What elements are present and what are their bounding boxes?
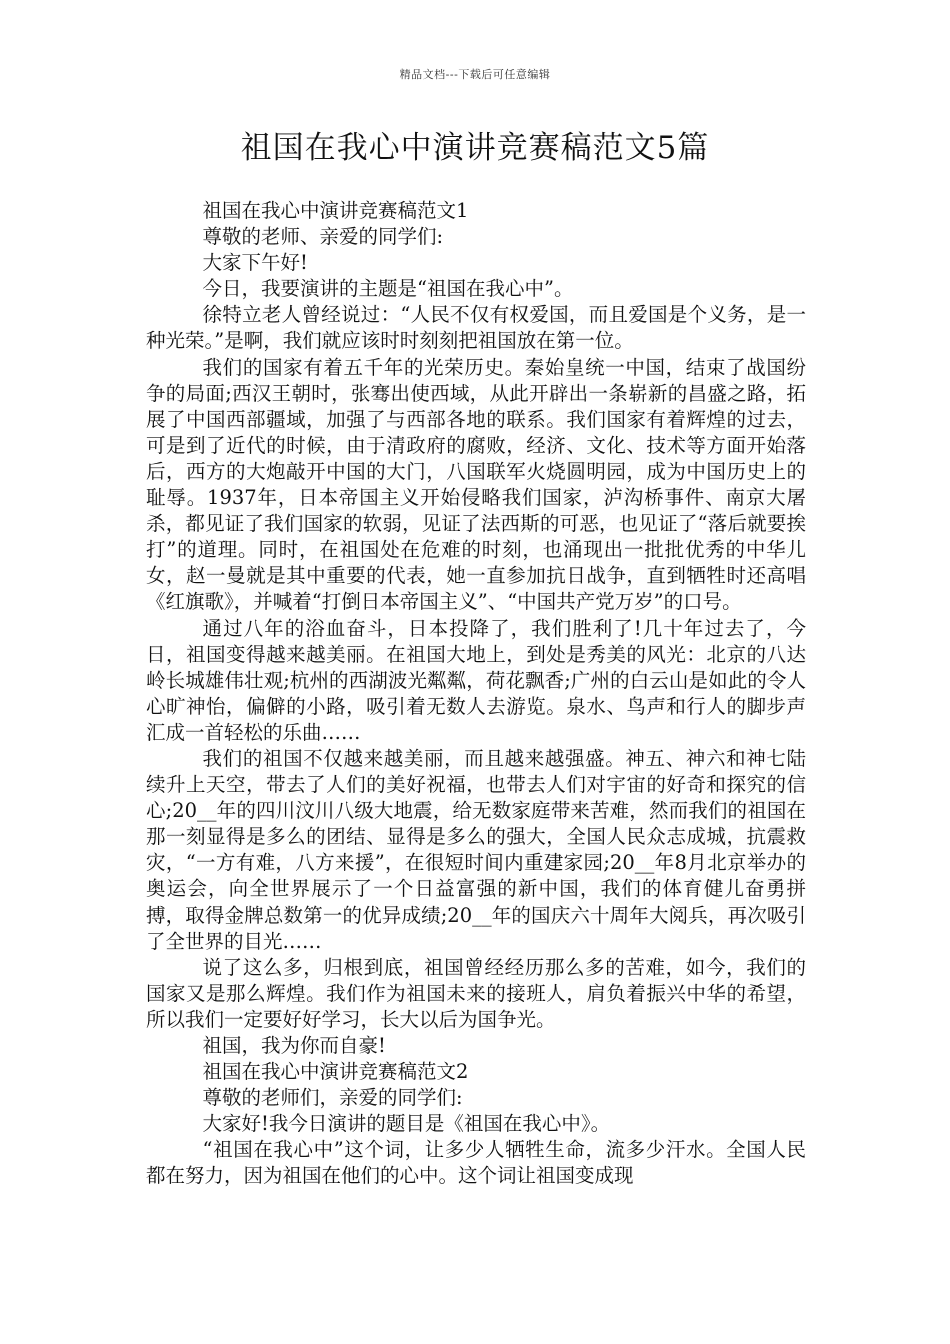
paragraph-prosperity: 我们的祖国不仅越来越美丽，而且越来越强盛。神五、神六和神七陆续升上天空，带去了人们的美好祝福，也带去人们对宇宙的好奇和探究的信心;20__年的四川汶川八级大地震，给无数家庭带来苦难，然而我们的祖国在那一刻显得是多么的团结、显得是多么的强大，全国人民众志成城，抗震救灾，“一方有难，八方来援”，在很短时间内重建家园;20__年8月北京举办的奥运会，向全世界展示了一个日益富强的新中国，我们的体育健儿奋勇拼搏，取得金牌总数第一的优异成绩;20__年的国庆六十周年大阅兵，再次吸引了全世界的目光…… [146,746,806,953]
paragraph-conclusion: 说了这么多，归根到底，祖国曾经经历那么多的苦难，如今，我们的国家又是那么辉煌。我们作为祖国未来的接班人，肩负着振兴中华的希望，所以我们一定要好好学习，长大以后为国争光。 [146,955,806,1031]
paragraph-essay2-opening: “祖国在我心中”这个词，让多少人牺牲生命，流多少汗水。全国人民都在努力，因为祖国在他们的心中。这个词让祖国变成现 [146,1138,806,1188]
header-note: 精品文档---下载后可任意编辑 [399,68,551,81]
paragraph-greeting-2: 尊敬的老师们，亲爱的同学们: [202,1086,463,1110]
paragraph-topic: 今日，我要演讲的主题是“祖国在我心中”。 [202,277,574,301]
document-body [146,198,806,1190]
paragraph-speech-title: 大家好!我今日演讲的题目是《祖国在我心中》。 [202,1112,611,1136]
paragraph-victory: 通过八年的浴血奋斗，日本投降了，我们胜利了!几十年过去了，今日，祖国变得越来越美丽。在祖国大地上，到处是秀美的风光：北京的八达岭长城雄伟壮观;杭州的西湖波光粼粼，荷花飘香;广州的白云山是如此的令人心旷神怡，偏僻的小路，吸引着无数人去游览。泉水、鸟声和行人的脚步声汇成一首轻松的乐曲…… [146,616,806,744]
paragraph-greeting: 尊敬的老师、亲爱的同学们: [202,225,444,249]
paragraph-quote: 徐特立老人曾经说过：“人民不仅有权爱国，而且爱国是个义务，是一种光荣。”是啊，我们就应该时时刻刻把祖国放在第一位。 [146,303,806,353]
document-title: 祖国在我心中演讲竞赛稿范文5篇 [240,130,710,166]
paragraph-history: 我们的国家有着五千年的光荣历史。秦始皇统一中国，结束了战国纷争的局面;西汉王朝时，张骞出使西域，从此开辟出一条崭新的昌盛之路，拓展了中国西部疆域，加强了与西部各地的联系。我们国家有着辉煌的过去，可是到了近代的时候，由于清政府的腐败，经济、文化、技术等方面开始落后，西方的大炮敲开中国的大门，八国联军火烧圆明园，成为中国历史上的耻辱。1937年，日本帝国主义开始侵略我们国家，泸沟桥事件、南京大屠杀，都见证了我们国家的软弱，见证了法西斯的可恶，也见证了“落后就要挨打”的道理。同时，在祖国处在危难的时刻，也涌现出一批批优秀的中华儿女，赵一曼就是其中重要的代表，她一直参加抗日战争，直到牺牲时还高唱《红旗歌》，并喊着“打倒日本帝国主义”、“中国共产党万岁”的口号。 [146,355,806,614]
paragraph-pride: 祖国，我为你而自豪! [202,1034,386,1057]
paragraph-essay2-heading: 祖国在我心中演讲竞赛稿范文2 [202,1060,469,1084]
paragraph-essay1-heading: 祖国在我心中演讲竞赛稿范文1 [202,199,469,222]
paragraph-good-afternoon: 大家下午好! [202,251,308,275]
